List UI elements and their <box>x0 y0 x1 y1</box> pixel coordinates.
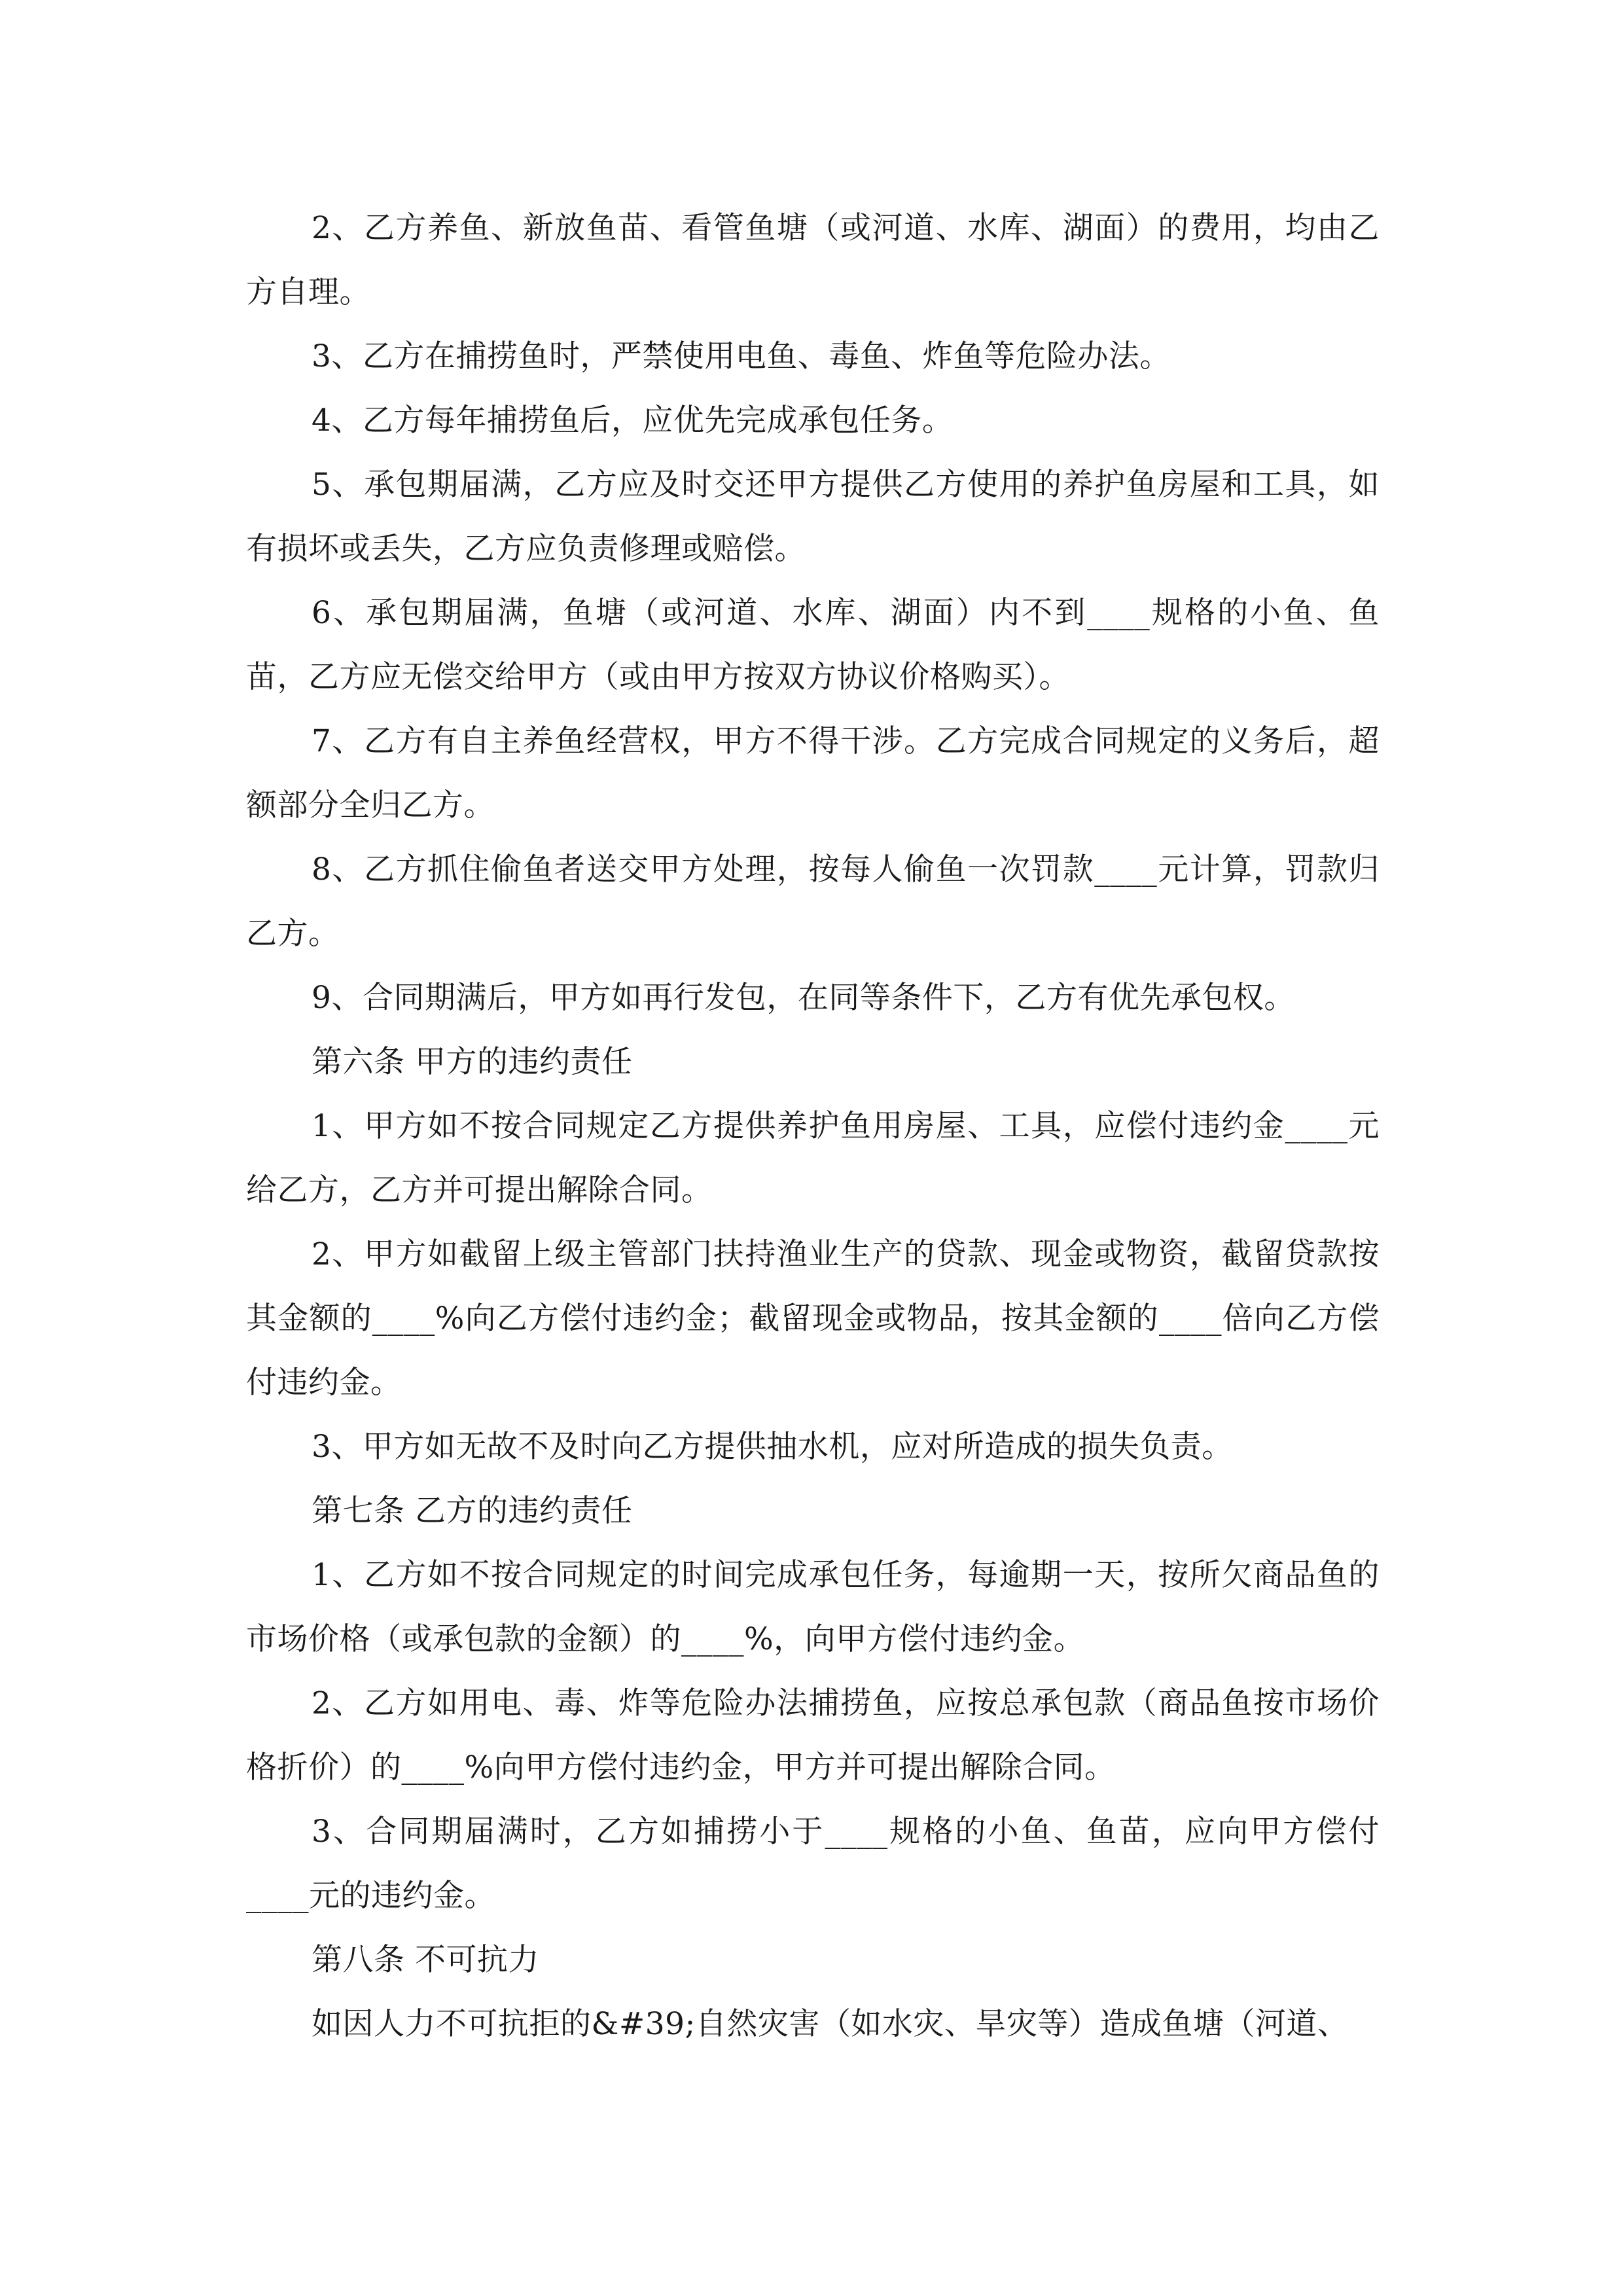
clause-6-item-2: 2、甲方如截留上级主管部门扶持渔业生产的贷款、现金或物资，截留贷款按其金额的____%向乙方偿付违约金；截留现金或物品，按其金额的____倍向乙方偿付违约金。 <box>246 1236 1380 1401</box>
clause-8-text: 如因人力不可抗拒的&#39;自然灾害（如水灾、旱灾等）造成鱼塘（河道、 <box>312 2006 1349 2042</box>
clause-7-item-1: 1、乙方如不按合同规定的时间完成承包任务，每逾期一天，按所欠商品鱼的市场价格（或承包款的金额）的____%，向甲方偿付违约金。 <box>246 1557 1380 1657</box>
clause-7-item-3: 3、合同期届满时，乙方如捕捞小于____规格的小鱼、鱼苗，应向甲方偿付____元的违约金。 <box>246 1814 1380 1914</box>
clause-5-item-8: 8、乙方抓住偷鱼者送交甲方处理，按每人偷鱼一次罚款____元计算，罚款归乙方。 <box>246 852 1380 952</box>
clause-5-item-9: 9、合同期满后，甲方如再行发包，在同等条件下，乙方有优先承包权。 <box>312 980 1295 1016</box>
clause-5-item-4: 4、乙方每年捕捞鱼后，应优先完成承包任务。 <box>312 403 954 439</box>
clause-5-item-6: 6、承包期届满，鱼塘（或河道、水库、湖面）内不到____规格的小鱼、鱼苗，乙方应无偿交给甲方（或由甲方按双方协议价格购买）。 <box>246 595 1380 695</box>
clause-5-item-5: 5、承包期届满，乙方应及时交还甲方提供乙方使用的养护鱼房屋和工具，如有损坏或丢失，乙方应负责修理或赔偿。 <box>246 467 1380 567</box>
clause-8-heading: 第八条 不可抗力 <box>312 1942 539 1978</box>
clause-5-item-7: 7、乙方有自主养鱼经营权，甲方不得干涉。乙方完成合同规定的义务后，超额部分全归乙方。 <box>246 723 1380 823</box>
clause-6-heading: 第六条 甲方的违约责任 <box>312 1044 633 1080</box>
clause-5-item-2: 2、乙方养鱼、新放鱼苗、看管鱼塘（或河道、水库、湖面）的费用，均由乙方自理。 <box>246 210 1380 310</box>
clause-7-item-2: 2、乙方如用电、毒、炸等危险办法捕捞鱼，应按总承包款（商品鱼按市场价格折价）的____%向甲方偿付违约金，甲方并可提出解除合同。 <box>246 1685 1380 1785</box>
clause-5-item-3: 3、乙方在捕捞鱼时，严禁使用电鱼、毒鱼、炸鱼等危险办法。 <box>312 338 1171 374</box>
clause-6-item-3: 3、甲方如无故不及时向乙方提供抽水机，应对所造成的损失负责。 <box>312 1429 1233 1465</box>
clause-6-item-1: 1、甲方如不按合同规定乙方提供养护鱼用房屋、工具，应偿付违约金____元给乙方，乙方并可提出解除合同。 <box>246 1108 1380 1208</box>
document-body <box>246 196 1380 2056</box>
clause-7-heading: 第七条 乙方的违约责任 <box>312 1493 633 1529</box>
